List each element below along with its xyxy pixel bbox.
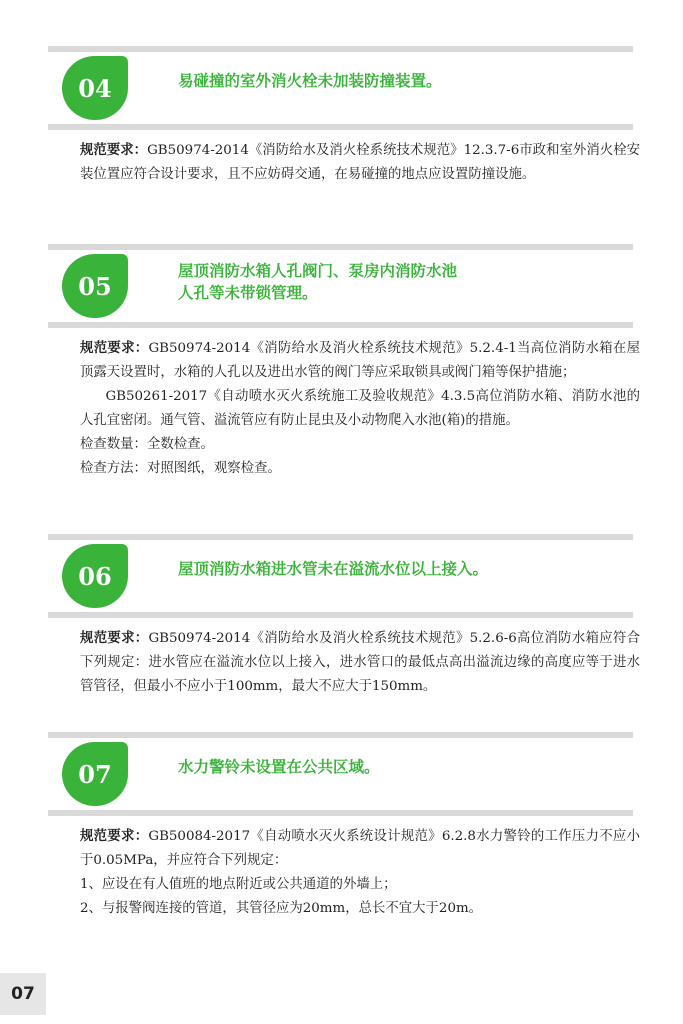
section-body: [80, 336, 640, 481]
divider-bottom: [48, 810, 633, 816]
requirement-label: 规范要求：: [80, 828, 149, 844]
section-title: 易碰撞的室外消火栓未加装防撞装置。: [178, 71, 442, 90]
section-number-badge: 05: [62, 254, 128, 318]
section-number-badge: 04: [62, 56, 128, 120]
divider-bottom: [48, 124, 633, 130]
section-body: [80, 626, 640, 699]
inspection-method: 检查方法：对照图纸，观察检查。: [80, 461, 281, 476]
requirement-text: GB50974-2014《消防给水及消火栓系统技术规范》12.3.7-6市政和室外消火栓安装位置应符合设计要求，且不应妨碍交通，在易碰撞的地点应设置防撞设施。: [80, 143, 641, 182]
section-body: [80, 824, 640, 921]
section-title-line: 屋顶消防水箱人孔阀门、泵房内消防水池: [178, 261, 458, 280]
requirement-text: GB50974-2014《消防给水及消火栓系统技术规范》5.2.4-1当高位消防水箱在屋顶露天设置时，水箱的人孔以及进出水管的阀门等应采取锁具或阀门箱等保护措施；: [80, 341, 641, 380]
requirement-label: 规范要求：: [80, 142, 148, 158]
requirement-label: 规范要求：: [80, 340, 149, 356]
section-header: [48, 244, 633, 328]
section-header: [48, 732, 633, 816]
list-item: 2、与报警阀连接的管道，其管径应为20mm，总长不宜大于20m。: [80, 901, 483, 916]
inspection-quantity: 检查数量：全数检查。: [80, 437, 214, 452]
section-number-badge: 06: [62, 544, 128, 608]
divider-top: [48, 534, 633, 540]
section-title: [178, 260, 618, 304]
divider-top: [48, 244, 633, 250]
section-header: [48, 534, 633, 618]
divider-bottom: [48, 612, 633, 618]
divider-bottom: [48, 322, 633, 328]
section-title: 屋顶消防水箱进水管未在溢流水位以上接入。: [178, 559, 489, 578]
requirement-text: GB50974-2014《消防给水及消火栓系统技术规范》5.2.6-6高位消防水箱应符合下列规定：进水管应在溢流水位以上接入，进水管口的最低点高出溢流边缘的高度应等于进水管管径，但最小不应小于100mm，最大不应大于150mm。: [80, 631, 641, 694]
requirement-text: GB50084-2017《自动喷水灭火系统设计规范》6.2.8水力警铃的工作压力不应小于0.05MPa，并应符合下列规定：: [80, 829, 640, 868]
section-number-badge: 07: [62, 742, 128, 806]
page-number: 07: [0, 973, 46, 1015]
section-body: [80, 138, 640, 187]
divider-top: [48, 46, 633, 52]
section-title: 水力警铃未设置在公共区域。: [178, 757, 380, 776]
requirement-label: 规范要求：: [80, 630, 149, 646]
divider-top: [48, 732, 633, 738]
section-header: [48, 46, 633, 130]
requirement-text: GB50261-2017《自动喷水灭火系统施工及验收规范》4.3.5高位消防水箱、消防水池的人孔宜密闭。通气管、溢流管应有防止昆虫及小动物爬入水池(箱)的措施。: [80, 389, 640, 428]
list-item: 1、应设在有人值班的地点附近或公共通道的外墙上；: [80, 877, 397, 892]
section-title-line: 人孔等未带锁管理。: [178, 283, 318, 302]
